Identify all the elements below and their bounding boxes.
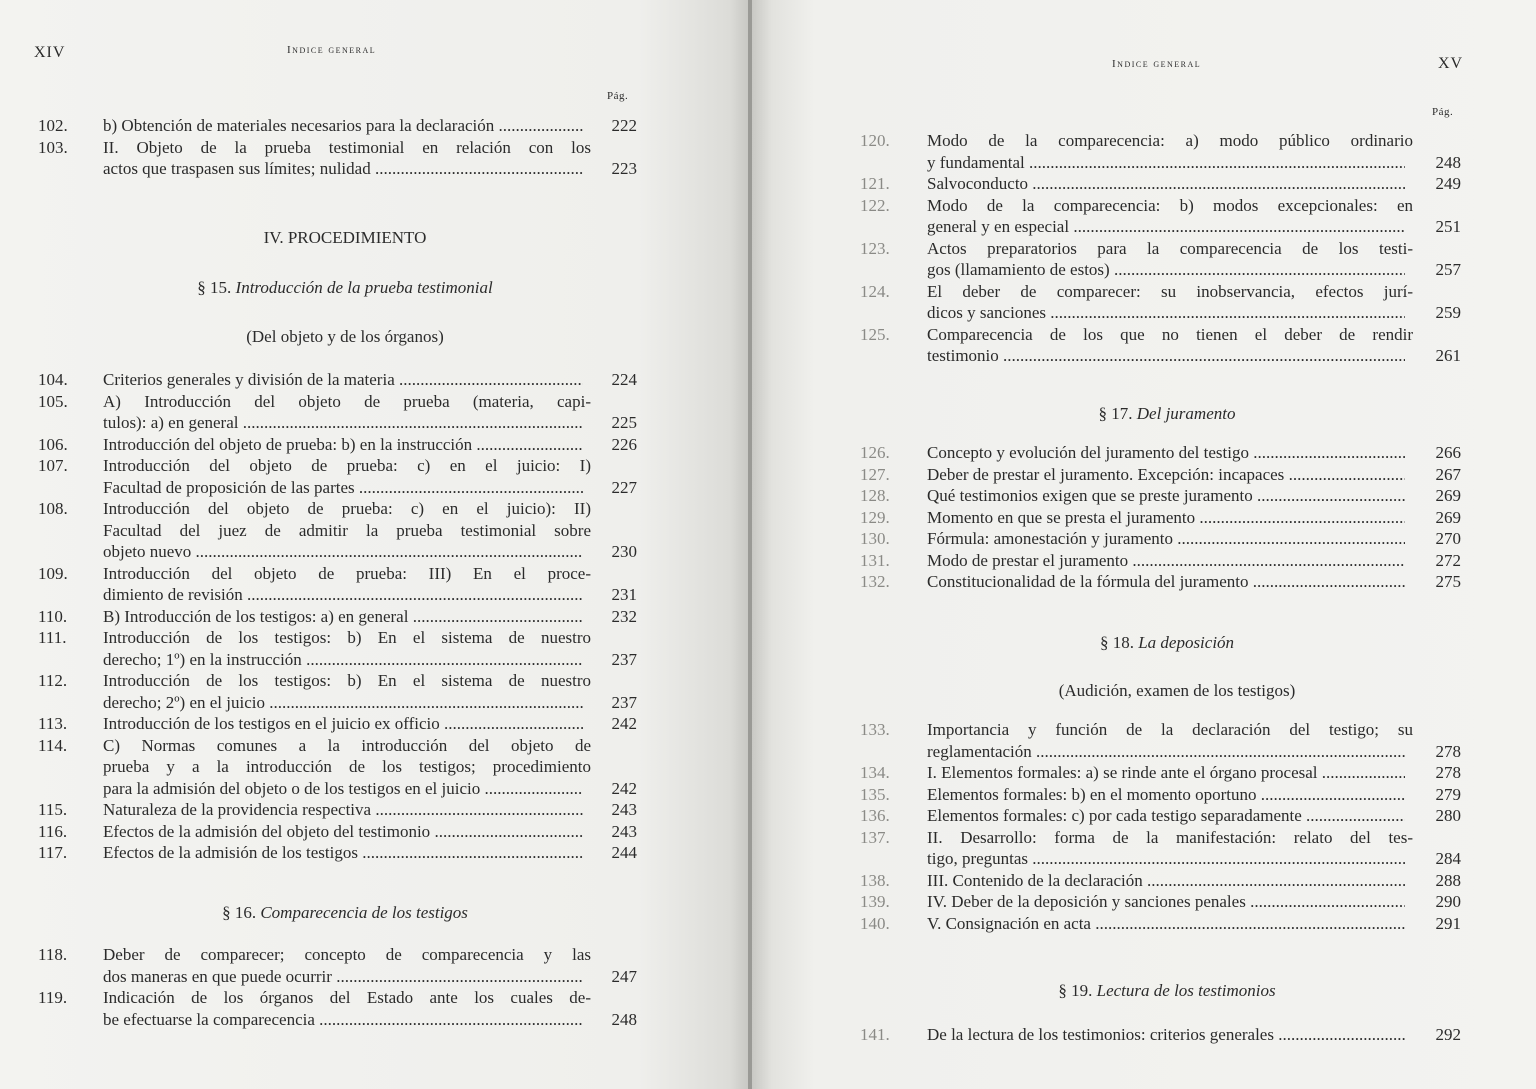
toc-entry	[752, 1024, 1512, 1046]
toc-entry-number: 116.	[38, 821, 68, 841]
toc-entry-text: derecho; 1º) en la instrucción .....	[103, 649, 583, 671]
toc-entry-number: 125.	[860, 324, 890, 344]
toc-entry-text: IV. Deber de la deposición y sanciones penales .....	[927, 891, 1405, 913]
toc-entry-number: 130.	[860, 529, 890, 548]
toc-entry-text: Introducción del objeto de prueba: c) en el juicio: I)	[103, 456, 591, 475]
toc-entry-text: Introducción de los testigos: b) En el sistema de nuestro	[103, 628, 591, 647]
toc-entry-text: A) Introducción del objeto de prueba (materia, capi-	[103, 391, 591, 411]
page-number: XIV	[34, 44, 66, 61]
toc-entry-page: 269	[1435, 507, 1461, 527]
toc-entry-page: 242	[611, 714, 637, 733]
toc-entry-text: gos (llamamiento de estos) .....	[927, 259, 1405, 281]
toc-entry-page: 269	[1435, 486, 1461, 505]
toc-entry-text: Introducción de los testigos en el juicio ex officio .....	[103, 713, 583, 735]
toc-entry-text: Modo de la comparecencia: b) modos excepcionales: en	[927, 195, 1413, 215]
toc-entry-text: Introducción del objeto de prueba: III) En el proce-	[103, 563, 591, 583]
toc-entry-number: 132.	[860, 572, 890, 591]
toc-entry-page: 280	[1435, 806, 1461, 825]
toc-entry-text: dimiento de revisión .....	[103, 584, 583, 606]
toc-entry-number: 114.	[38, 735, 68, 755]
toc-entry-number: 124.	[860, 281, 890, 301]
page-number: XV	[1438, 55, 1464, 72]
toc-entry-text: El deber de comparecer: su inobservancia, efectos jurí-	[927, 281, 1413, 301]
toc-entry-number: 136.	[860, 806, 890, 825]
toc-entry-page: 223	[611, 159, 637, 178]
toc-entry-page: 279	[1435, 784, 1461, 804]
toc-entry-text: derecho; 2º) en el juicio .....	[103, 692, 583, 714]
toc-entry	[0, 627, 700, 670]
toc-entry	[752, 805, 1512, 827]
toc-entry-page: 275	[1435, 572, 1461, 591]
toc-entry-number: 107.	[38, 456, 68, 475]
toc-entry-page: 224	[611, 370, 637, 389]
toc-entry-text: actos que traspasen sus límites; nulidad .....	[103, 158, 583, 180]
toc-entry-page: 242	[611, 778, 637, 798]
toc-entry-page: 278	[1435, 741, 1461, 761]
section-sign: § 19.	[1058, 981, 1093, 1000]
part-title: IV. PROCEDIMIENTO	[263, 228, 427, 247]
toc-entry	[0, 137, 700, 180]
toc-entry-number: 138.	[860, 870, 890, 890]
section-title: Lectura de los testimonios	[1096, 981, 1276, 1000]
toc-entry-text: Criterios generales y división de la materia .....	[103, 369, 583, 391]
toc-entry-number: 108.	[38, 499, 68, 518]
toc-entry-page: 227	[611, 477, 637, 497]
toc-entry	[752, 913, 1512, 935]
section-title: Introducción de la prueba testimonial	[235, 278, 493, 297]
toc-entry-text: II. Objeto de la prueba testimonial en relación con los	[103, 137, 591, 157]
toc-entry-page: 259	[1435, 303, 1461, 322]
toc-entry-text: II. Desarrollo: forma de la manifestación: relato del tes-	[927, 827, 1413, 847]
toc-entry-number: 135.	[860, 784, 890, 804]
section-subtitle: (Del objeto y de los órganos)	[246, 327, 444, 346]
toc-entry-text: prueba y a la introducción de los testigos; procedimiento	[103, 757, 591, 776]
toc-entry-page: 237	[611, 692, 637, 712]
toc-entry-number: 111.	[38, 628, 67, 647]
toc-entry	[0, 369, 700, 391]
section-subtitle: (Audición, examen de los testigos)	[1058, 681, 1296, 700]
toc-entry-number: 137.	[860, 827, 890, 847]
toc-entry	[0, 670, 700, 713]
toc-entry-number: 115.	[38, 800, 68, 819]
toc-entry-text: Deber de comparecer; concepto de comparecencia y las	[103, 945, 591, 964]
toc-entry-number: 106.	[38, 434, 68, 454]
running-head: Indice general	[1112, 58, 1202, 70]
toc-entry	[0, 987, 700, 1030]
toc-entry-text: be efectuarse la comparecencia .....	[103, 1009, 583, 1031]
section-title: Comparecencia de los testigos	[260, 903, 468, 922]
toc-entry	[752, 195, 1512, 238]
section-heading	[100, 903, 590, 923]
toc-entry-page: 248	[1435, 152, 1461, 172]
toc-entry-page: 272	[1435, 550, 1461, 570]
toc-entry	[752, 507, 1512, 529]
section-title: Del juramento	[1136, 404, 1236, 423]
toc-entry-number: 140.	[860, 913, 890, 933]
toc-entry-number: 112.	[38, 671, 68, 690]
toc-entry-text: Qué testimonios exigen que se preste juramento .....	[927, 485, 1405, 507]
toc-entry	[0, 455, 700, 498]
toc-entry-text: tulos): a) en general .....	[103, 412, 583, 434]
toc-entry-number: 119.	[38, 988, 68, 1007]
toc-entry-page: 244	[611, 843, 637, 862]
toc-entry-text: dicos y sanciones .....	[927, 302, 1405, 324]
toc-entry-text: tigo, preguntas .....	[927, 848, 1405, 870]
toc-entry-page: 261	[1435, 346, 1461, 365]
toc-entry	[752, 281, 1512, 324]
toc-entry-page: 225	[611, 413, 637, 432]
toc-entry-number: 118.	[38, 945, 68, 964]
toc-entry-text: para la admisión del objeto o de los testigos en el juicio .....	[103, 778, 583, 800]
toc-entry-text: Comparecencia de los que no tienen el deber de rendir	[927, 324, 1413, 344]
toc-entry-text: Modo de prestar el juramento .....	[927, 550, 1405, 572]
toc-entry-text: I. Elementos formales: a) se rinde ante el órgano procesal .....	[927, 762, 1405, 784]
toc-entry-page: 222	[611, 116, 637, 135]
toc-entry-text: Actos preparatorios para la comparecencia de los testi-	[927, 238, 1413, 258]
toc-entry-page: 230	[611, 542, 637, 561]
toc-entry-text: Modo de la comparecencia: a) modo público ordinario	[927, 131, 1413, 150]
toc-entry-text: objeto nuevo .....	[103, 541, 583, 563]
section-sign: § 15.	[197, 278, 232, 297]
toc-entry-number: 109.	[38, 563, 68, 583]
toc-entry-number: 128.	[860, 486, 890, 505]
toc-entry-text: reglamentación .....	[927, 741, 1405, 763]
toc-entry	[752, 571, 1512, 593]
toc-entry-text: Constitucionalidad de la fórmula del juramento .....	[927, 571, 1405, 593]
section-title: La deposición	[1138, 633, 1235, 652]
toc-entry	[752, 485, 1512, 507]
toc-entry-number: 126.	[860, 443, 890, 462]
left-page	[0, 0, 752, 1089]
toc-entry-page: 284	[1435, 849, 1461, 868]
section-heading	[922, 981, 1412, 1001]
toc-entry	[752, 550, 1512, 572]
toc-entry	[752, 528, 1512, 550]
toc-entry	[0, 606, 700, 628]
toc-entry	[0, 842, 700, 864]
toc-entry-page: 257	[1435, 260, 1461, 279]
toc-entry-text: Momento en que se presta el juramento .....	[927, 507, 1405, 529]
toc-entry-text: b) Obtención de materiales necesarios para la declaración .....	[103, 115, 583, 137]
toc-entry-number: 141.	[860, 1025, 890, 1044]
toc-entry-page: 231	[611, 585, 637, 604]
toc-entry-text: V. Consignación en acta .....	[927, 913, 1405, 935]
toc-entry-page: 232	[611, 606, 637, 626]
toc-entry-text: Fórmula: amonestación y juramento .....	[927, 528, 1405, 550]
toc-entry-number: 104.	[38, 370, 68, 389]
toc-entry-page: 247	[611, 966, 637, 986]
toc-entry	[752, 442, 1512, 464]
toc-entry	[0, 821, 700, 843]
toc-entry	[752, 130, 1512, 173]
toc-entry-page: 291	[1435, 913, 1461, 933]
toc-entry-number: 105.	[38, 391, 68, 411]
toc-entry-text: dos maneras en que puede ocurrir .....	[103, 966, 583, 988]
toc-entry-number: 133.	[860, 720, 890, 739]
toc-entry-text: Efectos de la admisión del objeto del testimonio .....	[103, 821, 583, 843]
toc-entry-number: 102.	[38, 116, 68, 135]
section-heading	[922, 404, 1412, 424]
toc-entry-number: 123.	[860, 238, 890, 258]
toc-entry-text: B) Introducción de los testigos: a) en general .....	[103, 606, 583, 628]
toc-entry-number: 127.	[860, 464, 890, 484]
toc-entry-page: 226	[611, 434, 637, 454]
toc-entry	[0, 498, 700, 563]
toc-entry-text: Introducción del objeto de prueba: c) en el juicio): II)	[103, 499, 591, 518]
toc-entry	[0, 563, 700, 606]
toc-entry-page: 278	[1435, 763, 1461, 782]
running-head: Indice general	[287, 44, 377, 56]
section-sign: § 17.	[1098, 404, 1133, 423]
toc-entry-text: Facultad de proposición de las partes .....	[103, 477, 583, 499]
toc-entry	[752, 719, 1512, 762]
toc-entry-page: 243	[611, 800, 637, 819]
toc-entry-number: 113.	[38, 714, 68, 733]
section-heading	[100, 278, 590, 298]
toc-entry-page: 249	[1435, 174, 1461, 193]
toc-entry-number: 103.	[38, 137, 68, 157]
toc-entry-text: Salvoconducto .....	[927, 173, 1405, 195]
toc-entry	[0, 944, 700, 987]
toc-entry	[0, 434, 700, 456]
toc-entry-text: III. Contenido de la declaración .....	[927, 870, 1405, 892]
right-page	[752, 0, 1536, 1089]
toc-entry-text: Naturaleza de la providencia respectiva .....	[103, 799, 583, 821]
toc-entry-page: 290	[1435, 892, 1461, 911]
toc-entry	[752, 464, 1512, 486]
pag-label: Pág.	[607, 90, 629, 102]
toc-entry	[752, 762, 1512, 784]
toc-entry-text: Concepto y evolución del juramento del testigo .....	[927, 442, 1405, 464]
toc-entry-number: 131.	[860, 550, 890, 570]
toc-entry-text: C) Normas comunes a la introducción del objeto de	[103, 735, 591, 755]
toc-entry-text: Introducción de los testigos: b) En el sistema de nuestro	[103, 671, 591, 690]
section-sign: § 18.	[1099, 633, 1134, 652]
toc-entry-text: testimonio .....	[927, 345, 1405, 367]
toc-entry-text: Deber de prestar el juramento. Excepción: incapaces .....	[927, 464, 1405, 486]
toc-entry-page: 288	[1435, 870, 1461, 890]
toc-entry	[752, 827, 1512, 870]
toc-entry-number: 120.	[860, 131, 890, 150]
toc-entry-text: y fundamental .....	[927, 152, 1405, 174]
toc-entry-number: 121.	[860, 174, 890, 193]
toc-entry	[0, 713, 700, 735]
toc-entry	[752, 238, 1512, 281]
section-sign: § 16.	[222, 903, 257, 922]
toc-entry-text: general y en especial .....	[927, 216, 1405, 238]
toc-entry-page: 248	[611, 1009, 637, 1029]
toc-entry-text: De la lectura de los testimonios: criterios generales .....	[927, 1024, 1405, 1046]
toc-entry-text: Elementos formales: c) por cada testigo separadamente .....	[927, 805, 1405, 827]
toc-entry-text: Facultad del juez de admitir la prueba testimonial sobre	[103, 520, 591, 540]
toc-entry	[752, 870, 1512, 892]
toc-entry-number: 122.	[860, 195, 890, 215]
toc-entry-number: 110.	[38, 606, 68, 626]
toc-entry	[752, 784, 1512, 806]
toc-entry-text: Indicación de los órganos del Estado ante los cuales de-	[103, 988, 591, 1007]
toc-entry-number: 129.	[860, 507, 890, 527]
toc-entry-text: Elementos formales: b) en el momento oportuno .....	[927, 784, 1405, 806]
toc-entry-text: Efectos de la admisión de los testigos .....	[103, 842, 583, 864]
toc-entry	[0, 735, 700, 800]
toc-entry-page: 266	[1435, 443, 1461, 462]
toc-entry-number: 117.	[38, 843, 68, 862]
section-heading	[922, 633, 1412, 653]
pag-label: Pág.	[1432, 106, 1454, 118]
toc-entry	[752, 173, 1512, 195]
toc-entry	[752, 891, 1512, 913]
toc-entry-page: 292	[1435, 1025, 1461, 1044]
toc-entry-text: Introducción del objeto de prueba: b) en la instrucción .....	[103, 434, 583, 456]
toc-entry	[0, 115, 700, 137]
toc-entry	[752, 324, 1512, 367]
toc-entry-text: Importancia y función de la declaración del testigo; su	[927, 720, 1413, 739]
toc-entry-page: 243	[611, 821, 637, 841]
toc-entry-number: 139.	[860, 892, 890, 911]
toc-entry-page: 237	[611, 649, 637, 669]
toc-entry-number: 134.	[860, 763, 890, 782]
toc-entry	[0, 391, 700, 434]
toc-entry	[0, 799, 700, 821]
toc-entry-page: 251	[1435, 217, 1461, 236]
toc-entry-page: 270	[1435, 529, 1461, 548]
toc-entry-page: 267	[1435, 464, 1461, 484]
